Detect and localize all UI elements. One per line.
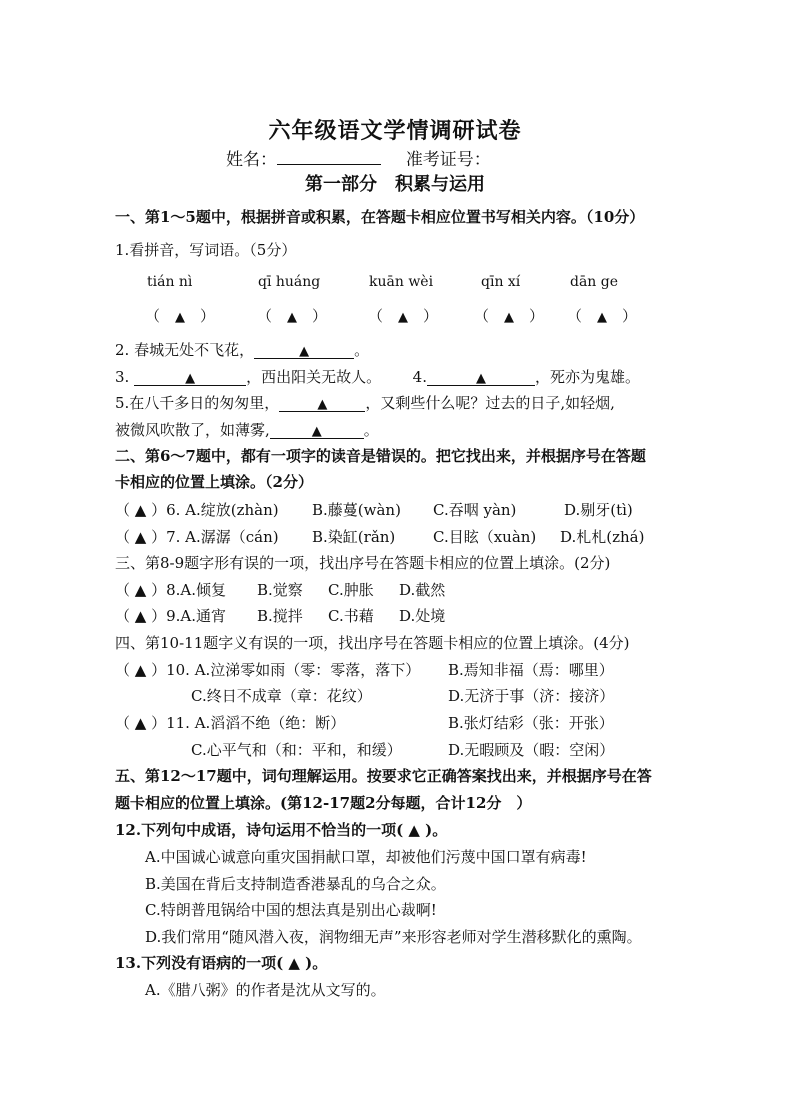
q2-heading-1: 二、第6～7题中，都有一项字的读音是错误的。把它找出来，并根据序号在答题 [115,447,646,465]
q8-row: （ ▲ ）8.A.倾复 B.觉察 C.肿胀 D.截然 [115,581,446,599]
part1-title: 第一部分 积累与运用 [305,174,485,195]
q12-stem: 12.下列句中成语，诗句运用不恰当的一项( ▲ )。 [115,821,448,839]
q11-row-b: C.心平气和（和：平和，和缓） D.无暇顾及（暇：空闲） [191,741,615,759]
name-label: 姓名： [226,150,277,170]
q12-option-d: D.我们常用“随风潜入夜，润物细无声”来形容老师对学生潜移默化的熏陶。 [145,928,642,946]
exam-id-label: 准考证号： [405,150,491,170]
header-info [226,146,491,170]
q4-heading: 四、第10-11题字义有误的一项，找出序号在答题卡相应的位置上填涂。(4分) [115,634,630,652]
pinyin-5: dān ge [570,274,619,290]
q5-heading-1: 五、第12～17题中，词句理解运用。按要求它正确答案找出来，并根据序号在答 [115,767,652,785]
q6-row: （ ▲ ）6. A.绽放(zhàn) B.藤蔓(wàn) C.吞咽 yàn) D.剔牙(tì) [115,501,633,519]
q10-row-a: （ ▲ ）10. A.泣涕零如雨（零：零落，落下） B.焉知非福（焉：哪里） [115,661,614,679]
answer-slot-4[interactable]: （ ▲ ） [474,307,545,325]
blank-3[interactable]: ▲ [134,367,246,386]
q5-heading-2: 题卡相应的位置上填涂。(第12-17题2分每题，合计12分 ） [115,794,532,812]
q1-item5a: 5.在八千多日的匆匆里， ▲ ，又剩些什么呢？过去的日子,如轻烟, [115,394,615,412]
pinyin-3: kuān wèi [369,274,434,290]
pinyin-2: qī huáng [258,274,321,290]
q9-row: （ ▲ ）9.A.通宵 B.搅拌 C.书藉 D.处境 [115,607,446,625]
answer-slot-2[interactable]: （ ▲ ） [257,307,328,325]
q1-item2: 2. 春城无处不飞花， ▲ 。 [115,341,370,359]
blank-5b[interactable]: ▲ [270,420,364,439]
q1-sub1: 1.看拼音，写词语。（5分） [115,241,297,259]
q11-row-a: （ ▲ ）11. A.滔滔不绝（绝：断） B.张灯结彩（张：开张） [115,714,614,732]
name-field[interactable] [277,146,381,165]
pinyin-4: qīn xí [481,274,521,290]
blank-2[interactable]: ▲ [254,340,354,359]
q1-item5b: 被微风吹散了，如薄雾, ▲ 。 [115,421,379,439]
q13-option-a: A.《腊八粥》的作者是沈从文写的。 [145,981,386,999]
q13-stem: 13.下列没有语病的一项( ▲ )。 [115,954,328,972]
blank-4[interactable]: ▲ [427,367,535,386]
exam-title: 六年级语文学情调研试卷 [268,118,522,144]
q7-row: （ ▲ ）7. A.潺潺（cán) B.染缸(rǎn) C.目眩（xuàn) D.札札(zhá) [115,528,645,546]
blank-5a[interactable]: ▲ [279,393,365,412]
q12-option-c: C.特朗普甩锅给中国的想法真是别出心裁啊! [145,901,437,919]
pinyin-1: tián nì [147,274,193,290]
q10-row-b: C.终日不成章（章：花纹） D.无济于事（济：接济） [191,687,615,705]
q3-heading: 三、第8-9题字形有误的一项，找出序号在答题卡相应的位置上填涂。(2分) [115,554,611,572]
q2-heading-2: 卡相应的位置上填涂。（2分） [115,473,313,491]
answer-slot-3[interactable]: （ ▲ ） [368,307,439,325]
answer-slot-5[interactable]: （ ▲ ） [567,307,638,325]
q1-item3-4: 3. ▲ ，西出阳关无故人。 4. ▲ ，死亦为鬼雄。 [115,368,640,386]
answer-slot-1[interactable]: （ ▲ ） [145,307,216,325]
q12-option-b: B.美国在背后支持制造香港暴乱的乌合之众。 [145,875,446,893]
q1-heading: 一、第1～5题中，根据拼音或积累，在答题卡相应位置书写相关内容。（10分） [115,208,645,226]
q12-option-a: A.中国诚心诚意向重灾国捐献口罩，却被他们污蔑中国口罩有病毒! [145,848,587,866]
